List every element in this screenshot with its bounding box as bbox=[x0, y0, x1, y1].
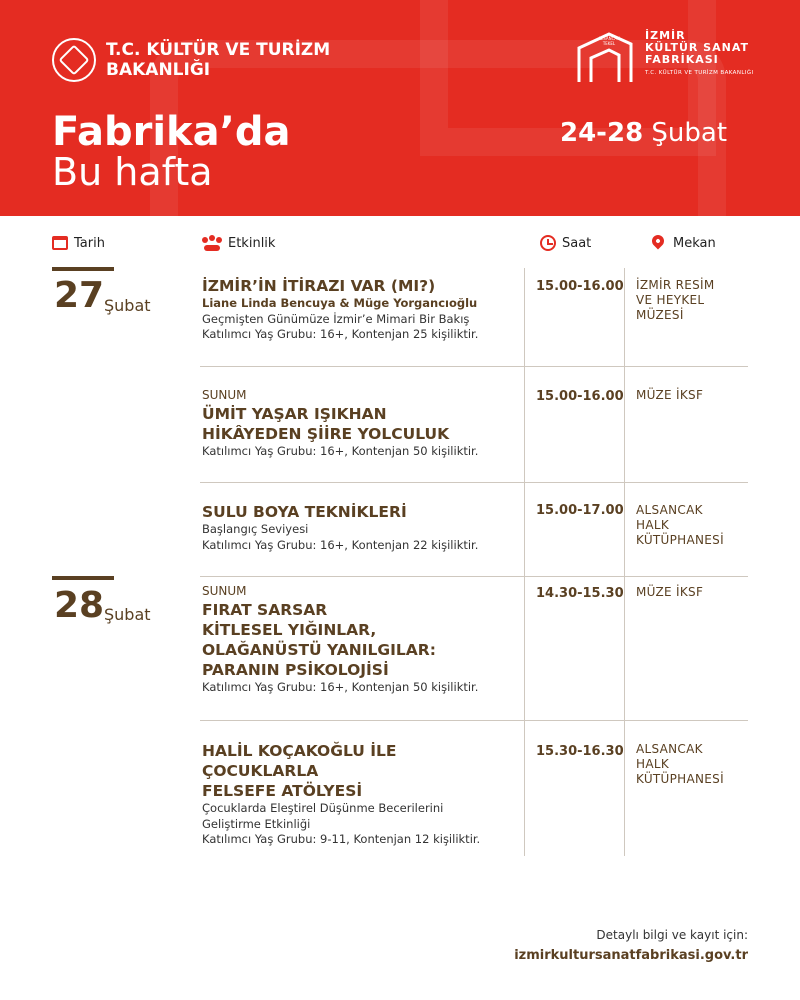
day-month: Şubat bbox=[104, 605, 151, 624]
brand-name-line2: KÜLTÜR SANAT bbox=[645, 41, 749, 54]
clock-icon bbox=[540, 235, 556, 251]
event-time: 15.00-16.00 bbox=[536, 279, 624, 294]
event-time: 14.30-15.30 bbox=[536, 586, 624, 601]
header-banner bbox=[0, 0, 800, 216]
people-icon bbox=[202, 235, 222, 251]
brand-logo bbox=[575, 30, 754, 86]
column-header-time bbox=[540, 232, 591, 254]
page-subtitle: Bu hafta bbox=[52, 150, 213, 194]
event-title: ÜMİT YAŞAR IŞIKHAN HİKÂYEDEN ŞİİRE YOLCULUK bbox=[202, 404, 450, 443]
column-header-date-label: Tarih bbox=[74, 235, 105, 251]
event-venue: MÜZE İKSF bbox=[636, 388, 704, 402]
row-divider bbox=[200, 366, 748, 367]
row-divider bbox=[200, 576, 748, 577]
ministry-name-line1: T.C. KÜLTÜR VE TURİZM bbox=[106, 40, 331, 60]
event-title: HALİL KOÇAKOĞLU İLE ÇOCUKLARLA FELSEFE ATÖLYESİ bbox=[202, 742, 397, 800]
day-number: 28 bbox=[54, 585, 105, 626]
event-audience: Katılımcı Yaş Grubu: 16+, Kontenjan 50 kişiliktir. bbox=[202, 679, 479, 694]
date-range-days: 24-28 bbox=[560, 118, 644, 148]
event-venue: MÜZE İKSF bbox=[636, 585, 704, 599]
event-type-label: SUNUM bbox=[202, 584, 247, 598]
date-range bbox=[560, 118, 727, 148]
day-month: Şubat bbox=[104, 296, 151, 315]
calendar-icon bbox=[52, 236, 68, 250]
event-entry bbox=[202, 276, 520, 343]
location-pin-icon bbox=[650, 233, 667, 250]
event-audience: Katılımcı Yaş Grubu: 16+, Kontenjan 50 kişiliktir. bbox=[202, 443, 479, 458]
event-description: Geçmişten Günümüze İzmir’e Mimari Bir Bakış bbox=[202, 311, 470, 326]
brand-subtitle: T.C. KÜLTÜR VE TURİZM BAKANLIĞI bbox=[645, 70, 754, 76]
event-entry bbox=[202, 584, 520, 695]
event-time: 15.00-17.00 bbox=[536, 503, 624, 518]
factory-building-icon bbox=[575, 30, 635, 86]
event-venue: ALSANCAK HALK KÜTÜPHANESİ bbox=[636, 503, 724, 547]
ministry-logo bbox=[52, 38, 330, 82]
footer-info: Detaylı bilgi ve kayıt için: bbox=[596, 928, 748, 942]
column-header-venue-label: Mekan bbox=[673, 235, 716, 251]
day-divider bbox=[52, 576, 114, 580]
event-title: İZMİR’İN İTİRAZI VAR (MI?) bbox=[202, 277, 436, 295]
column-header-time-label: Saat bbox=[562, 235, 592, 251]
brand-mark-text: ALSANCAK TEKEL bbox=[598, 36, 620, 46]
footer bbox=[514, 928, 748, 963]
column-header-event bbox=[202, 232, 275, 254]
event-audience: Katılımcı Yaş Grubu: 16+, Kontenjan 25 kişiliktir. bbox=[202, 327, 479, 341]
event-time: 15.00-16.00 bbox=[536, 389, 624, 404]
event-speakers: Liane Linda Bencuya & Müge Yorgancıoğlu bbox=[202, 296, 478, 310]
event-audience: Katılımcı Yaş Grubu: 16+, Kontenjan 22 kişiliktir. bbox=[202, 537, 479, 552]
event-entry bbox=[202, 388, 520, 459]
event-entry bbox=[202, 502, 520, 553]
date-range-month: Şubat bbox=[651, 118, 728, 148]
column-divider bbox=[524, 268, 525, 856]
event-entry bbox=[202, 741, 520, 848]
column-divider bbox=[624, 268, 625, 856]
column-header-event-label: Etkinlik bbox=[228, 235, 276, 251]
row-divider bbox=[200, 482, 748, 483]
event-venue: ALSANCAK HALK KÜTÜPHANESİ bbox=[636, 742, 724, 786]
day-number: 27 bbox=[54, 275, 105, 316]
event-venue: İZMİR RESİM VE HEYKEL MÜZESİ bbox=[636, 278, 715, 322]
event-time: 15.30-16.30 bbox=[536, 744, 624, 759]
event-description: Çocuklarda Eleştirel Düşünme Becerilerini Geliştirme Etkinliği bbox=[202, 801, 444, 831]
event-title: FIRAT SARSAR KİTLESEL YIĞINLAR, OLAĞANÜSTÜ YANILGILAR: PARANIN PSİKOLOJİSİ bbox=[202, 600, 436, 679]
event-description: Başlangıç Seviyesi bbox=[202, 522, 309, 536]
footer-website-link[interactable]: izmirkultursanatfabrikasi.gov.tr bbox=[514, 948, 748, 963]
page-title: Fabrika’da bbox=[52, 109, 291, 155]
ministry-emblem-icon bbox=[52, 38, 96, 82]
column-header-date bbox=[52, 232, 105, 254]
brand-name-line1: İZMİR bbox=[645, 29, 686, 42]
event-audience: Katılımcı Yaş Grubu: 9-11, Kontenjan 12 kişiliktir. bbox=[202, 832, 481, 846]
day-divider bbox=[52, 267, 114, 271]
brand-name-line3: FABRİKASI bbox=[645, 53, 719, 66]
row-divider bbox=[200, 720, 748, 721]
event-title: SULU BOYA TEKNİKLERİ bbox=[202, 503, 407, 521]
event-type-label: SUNUM bbox=[202, 388, 247, 402]
column-header-venue bbox=[652, 232, 716, 254]
ministry-name-line2: BAKANLIĞI bbox=[106, 60, 211, 80]
